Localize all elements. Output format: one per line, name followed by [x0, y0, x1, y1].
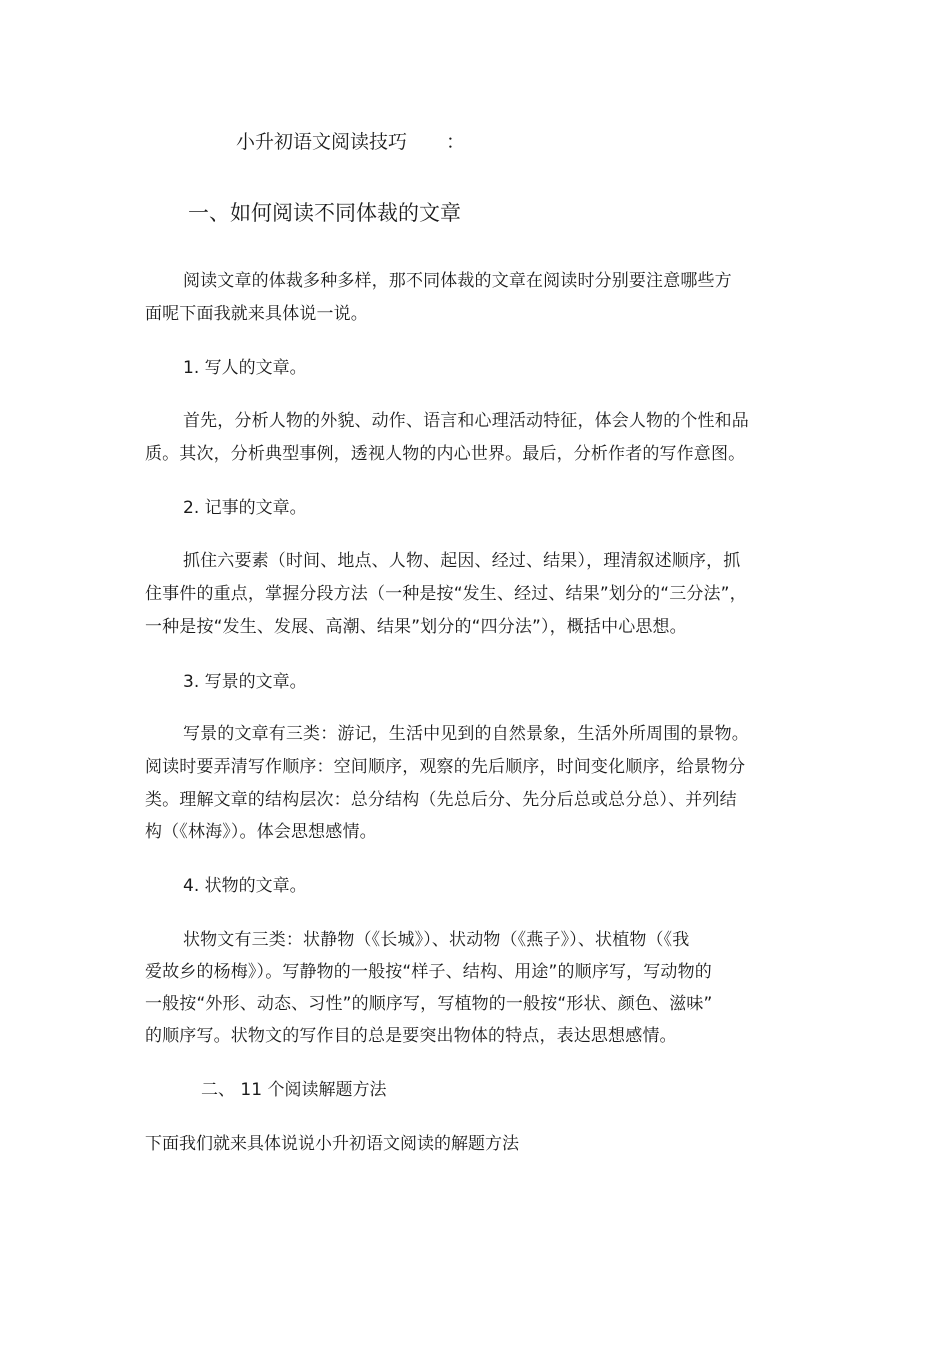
- item4-line: 的顺序写。状物文的写作目的总是要突出物体的特点，表达思想感情。: [145, 1026, 677, 1046]
- item4-line: 状物文有三类：状静物（《长城》）、状动物（《燕子》）、状植物（《我: [183, 930, 690, 950]
- item3-line: 构（《林海》）。体会思想感情。: [145, 822, 377, 842]
- item1-heading: 1. 写人的文章。: [183, 358, 307, 378]
- closing-line: 下面我们就来具体说说小升初语文阅读的解题方法: [145, 1134, 519, 1154]
- item4-heading: 4. 状物的文章。: [183, 876, 307, 896]
- item4-line: 一般按“外形、动态、习性”的顺序写，写植物的一般按“形状、颜色、滋味”: [145, 994, 713, 1014]
- document-title: 小升初语文阅读技巧: [236, 131, 408, 153]
- item3-line: 写景的文章有三类：游记，生活中见到的自然景象，生活外所周围的景物。: [183, 724, 749, 744]
- section1-heading: 一、如何阅读不同体裁的文章: [188, 201, 461, 225]
- section2-heading: 二、 11 个阅读解题方法: [201, 1080, 387, 1100]
- item1-line: 质。其次，分析典型事例，透视人物的内心世界。最后，分析作者的写作意图。: [145, 444, 746, 464]
- item3-line: 阅读时要弄清写作顺序：空间顺序，观察的先后顺序，时间变化顺序，给景物分: [145, 757, 746, 777]
- item2-line: 住事件的重点，掌握分段方法（一种是按“发生、经过、结果”划分的“三分法”，: [145, 584, 747, 604]
- intro-line: 面呢下面我就来具体说一说。: [145, 304, 368, 324]
- item1-line: 首先，分析人物的外貌、动作、语言和心理活动特征，体会人物的个性和品: [183, 411, 749, 431]
- item4-line: 爱故乡的杨梅》）。写静物的一般按“样子、结构、用途”的顺序写，写动物的: [145, 962, 712, 982]
- item3-heading: 3. 写景的文章。: [183, 672, 307, 692]
- item2-heading: 2. 记事的文章。: [183, 498, 307, 518]
- item2-line: 一种是按“发生、发展、高潮、结果”划分的“四分法”），概括中心思想。: [145, 617, 687, 637]
- item3-line: 类。理解文章的结构层次：总分结构（先总后分、先分后总或总分总）、并列结: [145, 790, 737, 810]
- intro-line: 阅读文章的体裁多种多样，那不同体裁的文章在阅读时分别要注意哪些方: [183, 271, 732, 291]
- title-colon: ：: [446, 131, 466, 153]
- item2-line: 抓住六要素（时间、地点、人物、起因、经过、结果），理清叙述顺序，抓: [183, 551, 741, 571]
